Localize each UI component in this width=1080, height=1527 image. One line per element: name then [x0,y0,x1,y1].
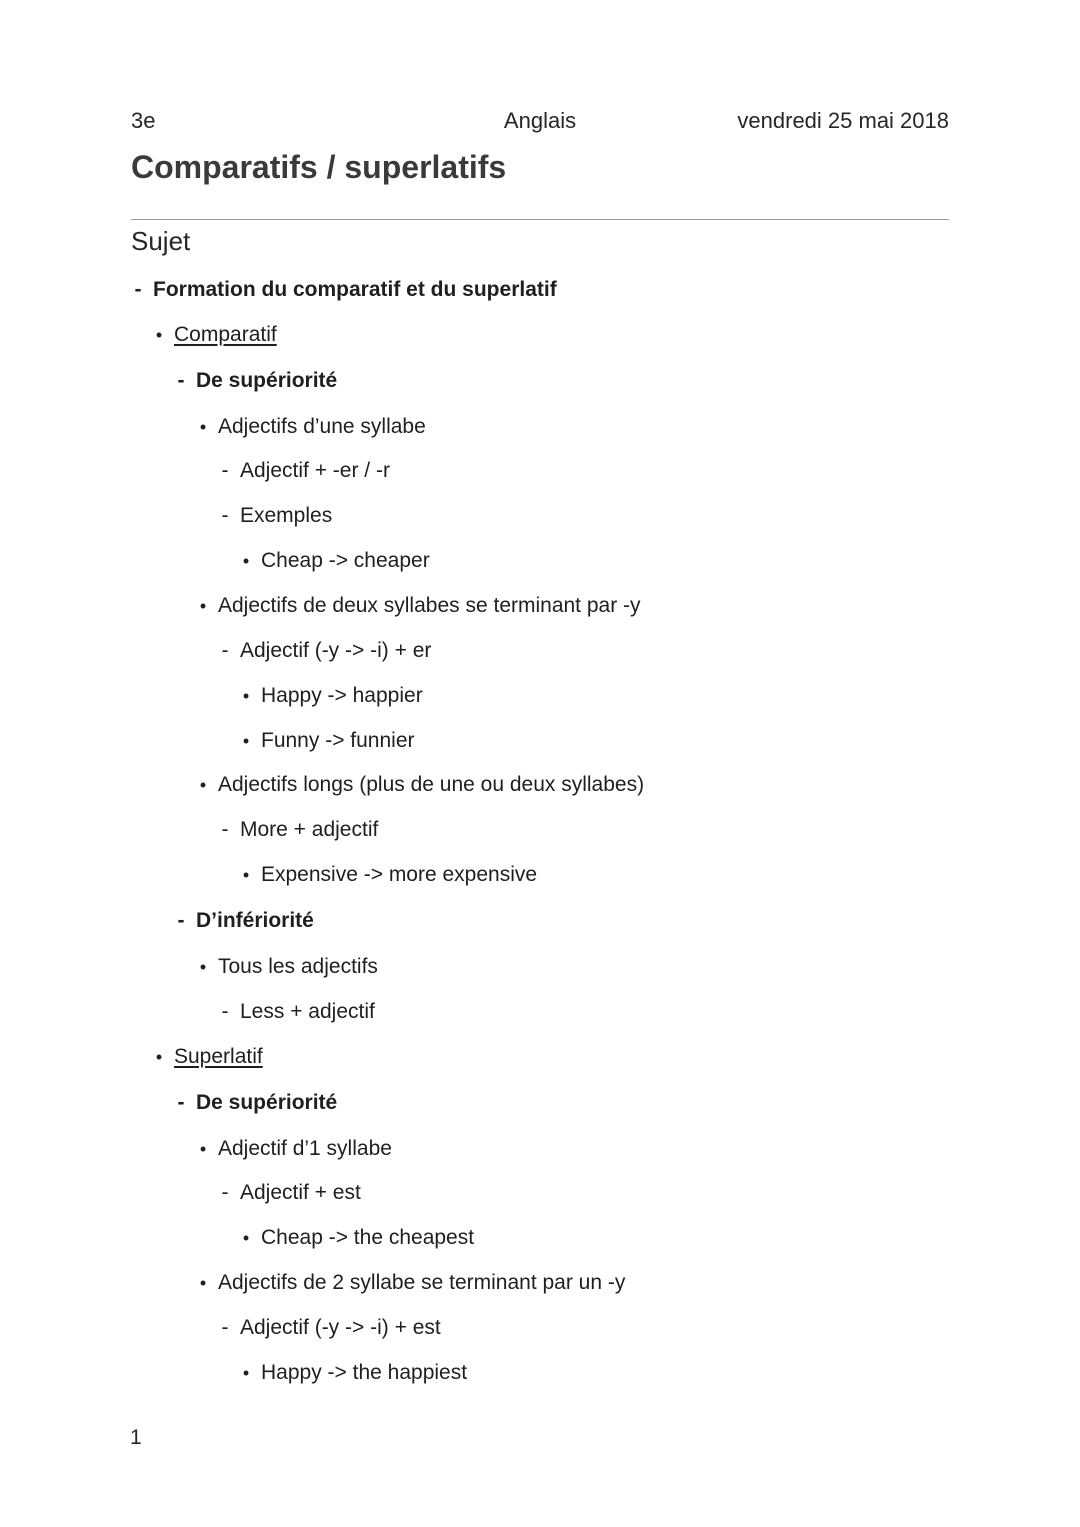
bullet-marker: • [199,417,207,437]
dash-marker: - [221,1000,229,1023]
bullet-marker: • [242,731,250,751]
dash-marker: - [177,909,185,932]
outline-heading-formation: Formation du comparatif et du superlatif [153,278,557,301]
outline-text: Happy -> the happiest [261,1361,468,1384]
bullet-marker: • [242,865,250,885]
outline-text: Less + adjectif [240,1000,375,1023]
outline-text: Cheap -> cheaper [261,549,430,572]
dash-marker: - [221,639,229,662]
outline-text: Tous les adjectifs [218,955,378,978]
outline-heading-superiorite: De supériorité [196,1091,338,1114]
outline-heading-superlatif: Superlatif [174,1045,263,1068]
outline-text: Happy -> happier [261,684,423,707]
outline-text: Adjectif + est [240,1181,361,1204]
bullet-marker: • [242,686,250,706]
dash-marker: - [177,369,185,392]
bullet-marker: • [242,1228,250,1248]
dash-marker: - [221,818,229,841]
bullet-marker: • [199,1139,207,1159]
outline-heading-comparatif: Comparatif [174,323,277,346]
outline-text: More + adjectif [240,818,379,841]
title-divider [131,219,949,220]
bullet-marker: • [155,325,163,345]
section-heading: Sujet [131,226,191,256]
header-date: vendredi 25 mai 2018 [737,108,949,133]
bullet-marker: • [242,1363,250,1383]
outline-heading-superiorite: De supériorité [196,369,338,392]
dash-marker: - [221,459,229,482]
outline-text: Adjectifs longs (plus de une ou deux syllabes) [218,773,645,796]
dash-marker: - [177,1091,185,1114]
outline-text: Funny -> funnier [261,729,415,752]
outline-text: Adjectif (-y -> -i) + est [240,1316,441,1339]
outline-heading-inferiorite: D’infériorité [196,909,314,932]
outline-text: Adjectif d’1 syllabe [218,1137,392,1160]
bullet-marker: • [199,596,207,616]
page-title: Comparatifs / superlatifs [131,149,507,185]
bullet-marker: • [199,1273,207,1293]
dash-marker: - [221,504,229,527]
outline-text: Adjectif + -er / -r [240,459,390,482]
outline-text: Adjectifs de 2 syllabe se terminant par un -y [218,1271,626,1294]
bullet-marker: • [242,551,250,571]
outline-text: Expensive -> more expensive [261,863,538,886]
outline-text: Exemples [240,504,333,527]
header-class-level: 3e [131,108,156,133]
outline-text: Adjectifs de deux syllabes se terminant par -y [218,594,641,617]
dash-marker: - [221,1316,229,1339]
bullet-marker: • [199,957,207,977]
outline-text: Adjectifs d’une syllabe [218,415,426,438]
outline-text: Adjectif (-y -> -i) + er [240,639,432,662]
bullet-marker: • [199,775,207,795]
page-number: 1 [130,1426,142,1449]
outline-text: Cheap -> the cheapest [261,1226,475,1249]
dash-marker: - [221,1181,229,1204]
header-subject: Anglais [503,108,577,133]
bullet-marker: • [155,1047,163,1067]
dash-marker: - [134,278,142,301]
